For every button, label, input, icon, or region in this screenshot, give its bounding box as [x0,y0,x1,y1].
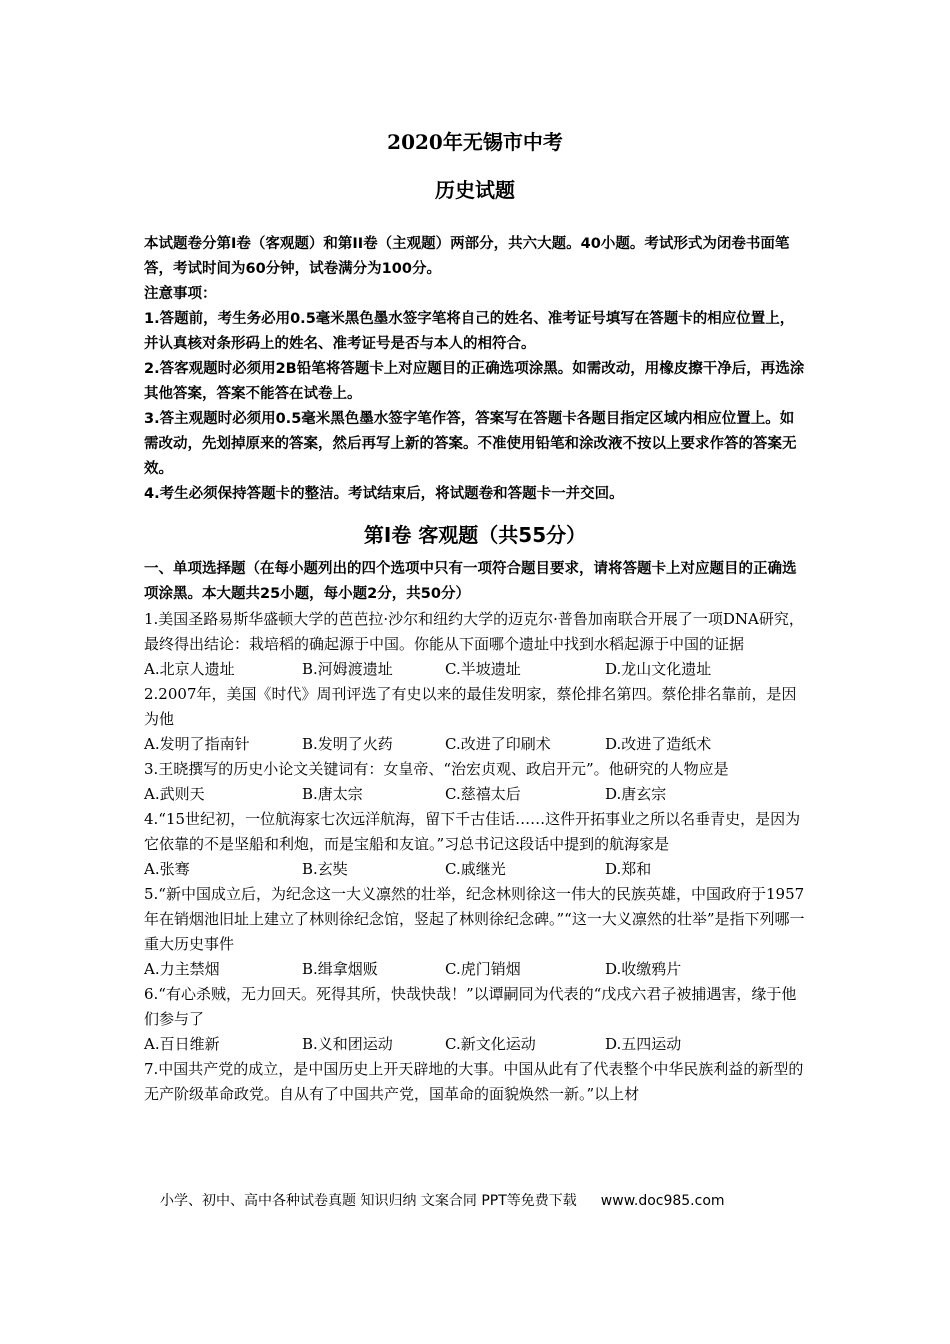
exam-subtitle: 历史试题 [435,178,515,202]
footer-text: 小学、初中、高中各种试卷真题 知识归纳 文案合同 PPT等免费下载 [160,1193,577,1209]
exam-title: 2020年无锡市中考 [387,130,563,154]
option-d: D.五四运动 [605,1035,682,1053]
option-d: D.唐玄宗 [605,785,667,803]
question [144,1057,806,1107]
option-c: C.慈禧太后 [445,785,521,803]
question [144,682,806,757]
instructions [144,232,806,507]
question [144,882,806,982]
option-b: B.玄奘 [302,860,348,878]
question-stem: 6.“有心杀贼，无力回天。死得其所，快哉快哉！”以谭嗣同为代表的“戊戌六君子被捕遇害，缘于他们参与了 [144,985,797,1028]
option-a: A.张骞 [144,860,190,878]
option-b: B.唐太宗 [302,785,363,803]
option-b: B.缉拿烟贩 [302,960,378,978]
question-options [144,657,806,682]
question-options [144,732,806,757]
option-b: B.义和团运动 [302,1035,393,1053]
question-stem: 1.美国圣路易斯华盛顿大学的芭芭拉·沙尔和纽约大学的迈克尔·普鲁加南联合开展了一项DNA研究，最终得出结论：栽培稻的确起源于中国。你能从下面哪个遗址中找到水稻起源于中国的证据 [144,610,804,653]
question [144,982,806,1057]
question-options [144,1032,806,1057]
question-stem: 4.“15世纪初，一位航海家七次远洋航海，留下千古佳话……这件开拓事业之所以名垂青史，是因为它依靠的不是坚船和利炮，而是宝船和友谊。”习总书记这段话中提到的航海家是 [144,810,801,853]
exam-page [144,128,806,1107]
notice-label: 注意事项： [144,286,217,302]
option-b: B.河姆渡遗址 [302,660,393,678]
question-options [144,857,806,882]
option-a: A.武则天 [144,785,205,803]
option-c: C.虎门销烟 [445,960,521,978]
section-title: 第Ⅰ卷 客观题（共55分） [363,523,587,547]
option-a: A.力主禁烟 [144,960,220,978]
option-c: C.改进了印刷术 [445,735,551,753]
option-d: D.收缴鸦片 [605,960,682,978]
page-footer [160,1190,725,1212]
question [144,807,806,882]
footer-site-link[interactable]: www.doc985.com [600,1193,725,1209]
option-c: C.半坡遗址 [445,660,521,678]
option-c: C.新文化运动 [445,1035,536,1053]
option-d: D.龙山文化遗址 [605,660,712,678]
option-c: C.戚继光 [445,860,506,878]
part-heading: 一、单项选择题（在每小题列出的四个选项中只有一项符合题目要求，请将答题卡上对应题目的正确选项涂黑。本大题共25小题，每小题2分，共50分） [144,561,797,602]
notice-item: 1.答题前，考生务必用0.5毫米黑色墨水签字笔将自己的姓名、准考证号填写在答题卡的相应位置上，并认真核对条形码上的姓名、准考证号是否与本人的相符合。 [144,311,795,352]
option-d: D.郑和 [605,860,652,878]
question-options [144,957,806,982]
question [144,757,806,807]
question-stem: 3.王晓撰写的历史小论文关键词有：女皇帝、“治宏贞观、政启开元”。他研究的人物应是 [144,760,729,778]
notice-item: 4.考生必须保持答题卡的整洁。考试结束后，将试题卷和答题卡一并交回。 [144,486,624,502]
option-a: A.发明了指南针 [144,735,250,753]
option-d: D.改进了造纸术 [605,735,712,753]
option-b: B.发明了火药 [302,735,393,753]
option-a: A.北京人遗址 [144,660,235,678]
question-stem: 5.“新中国成立后，为纪念这一大义凛然的壮举，纪念林则徐这一伟大的民族英雄，中国政府于1957年在销烟池旧址上建立了林则徐纪念馆，竖起了林则徐纪念碑。”“这一大义凛然的壮举”是指下列哪一重大历史事件 [144,885,805,953]
notice-item: 3.答主观题时必须用0.5毫米黑色墨水签字笔作答，答案写在答题卡各题目指定区域内相应位置上。如需改动，先划掉原来的答案，然后再写上新的答案。不准使用铅笔和涂改液不按以上要求作答的答案无效。 [144,411,797,477]
question-options [144,782,806,807]
question [144,607,806,682]
question-stem: 7.中国共产党的成立，是中国历史上开天辟地的大事。中国从此有了代表整个中华民族利益的新型的无产阶级革命政党。自从有了中国共产党，国革命的面貌焕然一新。”以上材 [144,1060,804,1103]
instructions-intro: 本试题卷分第I卷（客观题）和第II卷（主观题）两部分，共六大题。40小题。考试形式为闭卷书面笔答，考试时间为60分钟，试卷满分为100分。 [144,236,790,277]
question-stem: 2.2007年，美国《时代》周刊评选了有史以来的最佳发明家，蔡伦排名第四。蔡伦排名靠前，是因为他 [144,685,797,728]
option-a: A.百日维新 [144,1035,220,1053]
notice-item: 2.答客观题时必须用2B铅笔将答题卡上对应题目的正确选项涂黑。如需改动，用橡皮擦干净后，再选涂其他答案，答案不能答在试卷上。 [144,361,805,402]
